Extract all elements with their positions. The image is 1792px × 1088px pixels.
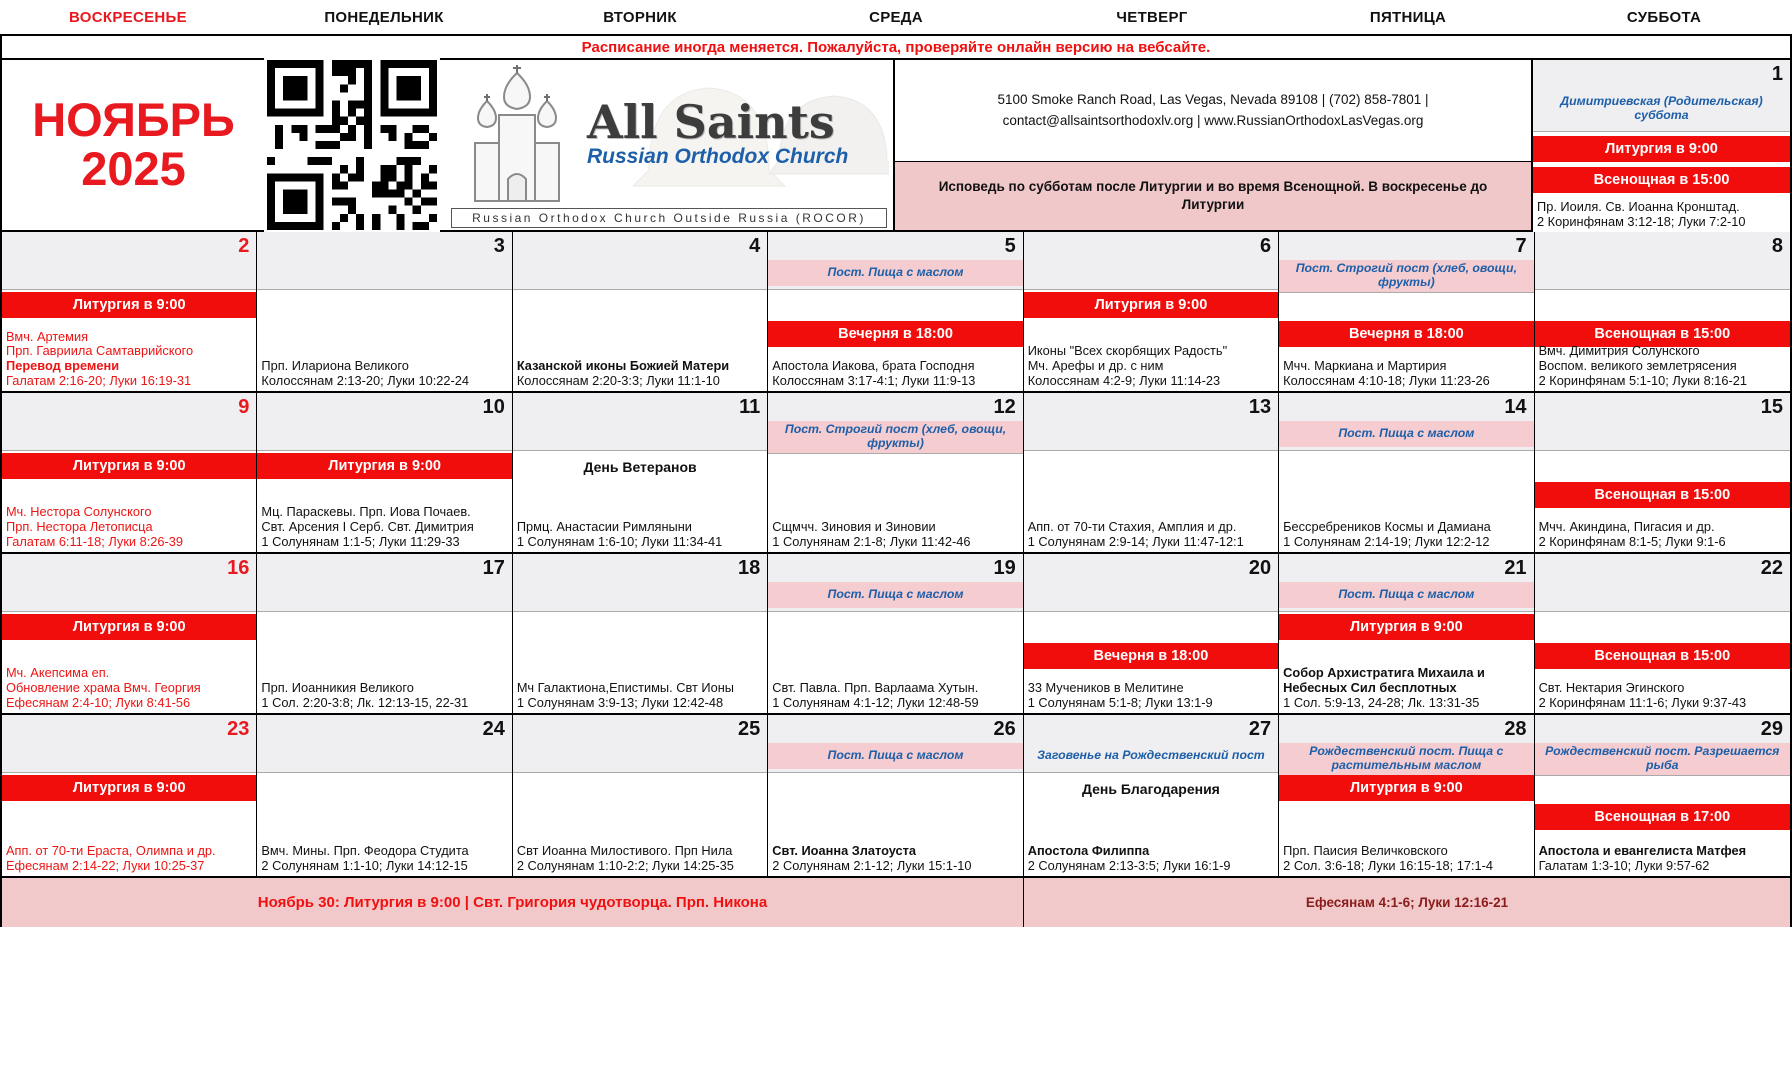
weekday-wednesday: СРЕДА xyxy=(869,8,923,26)
day-cell-12[interactable] xyxy=(768,393,1023,552)
day-cell-top xyxy=(1024,554,1278,612)
day-cell-7[interactable] xyxy=(1279,232,1534,391)
saint-line: 2 Коринфянам 8:1-5; Луки 9:1-6 xyxy=(1538,534,1726,550)
day-number: 2 xyxy=(238,235,250,257)
day-cell-top xyxy=(1024,232,1278,290)
day-cell-22[interactable] xyxy=(1535,554,1790,713)
day-cell-top xyxy=(1279,232,1533,293)
saint-line: Перевод времени xyxy=(6,358,120,374)
saint-line: Мч. Акепсима еп. xyxy=(6,665,110,681)
day-cell-top xyxy=(768,554,1022,612)
day-cell-29[interactable] xyxy=(1535,715,1790,876)
day-cell-23[interactable] xyxy=(2,715,257,876)
day-number: 28 xyxy=(1504,718,1527,740)
saint-line: Свт. Иоанна Златоуста xyxy=(772,843,917,859)
saints-readings xyxy=(1539,344,1788,389)
saint-line: Ефесянам 2:14-22; Луки 10:25-37 xyxy=(6,858,205,874)
weekday-thursday: ЧЕТВЕРГ xyxy=(1116,8,1188,26)
saint-line: 1 Солунянам 4:1-12; Луки 12:48-59 xyxy=(772,695,979,711)
saints-readings xyxy=(1283,520,1531,550)
day-cell-top xyxy=(768,715,1022,773)
day-cell-top xyxy=(768,393,1022,454)
saints-readings xyxy=(1028,681,1276,711)
month-name: НОЯБРЬ xyxy=(32,93,235,147)
day-cell-14[interactable] xyxy=(1279,393,1534,552)
day-number: 13 xyxy=(1248,396,1272,418)
saint-line: Свт Иоанна Милостивого. Прп Нила xyxy=(516,843,733,859)
saint-line: Колоссянам 4:10-18; Луки 11:23-26 xyxy=(1283,373,1490,389)
service-band: Всенощная в 15:00 xyxy=(1535,321,1790,347)
saints-readings xyxy=(1028,844,1276,874)
day-number: 1 xyxy=(1771,63,1783,85)
service-band: Литургия в 9:00 xyxy=(2,614,256,640)
saint-line: Апп. от 70-ти Ераста, Олимпа и др. xyxy=(6,843,216,859)
day-cell-17[interactable] xyxy=(257,554,512,713)
day-cell-top xyxy=(1535,393,1790,451)
saint-line: 1 Солунянам 2:1-8; Луки 11:42-46 xyxy=(772,534,971,550)
day-cell-top xyxy=(768,232,1022,290)
qr-code[interactable] xyxy=(264,57,440,233)
fast-note: Пост. Пища с маслом xyxy=(768,743,1022,769)
saint-line: Бессребреников Космы и Дамиана xyxy=(1283,519,1491,535)
saints-readings xyxy=(6,505,254,550)
saint-line: Обновление храма Вмч. Георгия xyxy=(6,680,201,696)
fast-note: Пост. Пища с маслом xyxy=(768,260,1022,286)
day-cell-top xyxy=(1279,554,1533,612)
saint-line: Колоссянам 4:2-9; Луки 11:14-23 xyxy=(1027,373,1221,389)
saints-readings xyxy=(261,681,509,711)
fast-note: Рождественский пост. Разрешается рыба xyxy=(1535,743,1790,775)
org-subtitle: Russian Orthodox Church xyxy=(587,144,849,168)
service-band: Литургия в 9:00 xyxy=(1279,614,1533,640)
saint-line: 2 Солунянам 1:10-2:2; Луки 14:25-35 xyxy=(516,858,734,874)
saint-line: Мч. Арефы и др. с ним xyxy=(1027,358,1164,374)
saint-line: Сщмчч. Зиновия и Зиновии xyxy=(772,519,936,535)
saints-readings xyxy=(6,666,254,711)
saints-readings xyxy=(1028,344,1276,389)
day-number: 22 xyxy=(1760,557,1783,579)
fast-note: Рождественский пост. Пища с растительным маслом xyxy=(1279,743,1533,775)
fast-note: Пост. Строгий пост (хлеб, овощи, фрукты) xyxy=(768,421,1022,453)
saint-line: Вмч. Артемия xyxy=(6,328,89,344)
saint-line: 1 Солунянам 5:1-8; Луки 13:1-9 xyxy=(1027,695,1213,711)
day-cell-top xyxy=(2,232,256,290)
service-band: Вечерня в 18:00 xyxy=(768,321,1022,347)
service-band: Литургия в 9:00 xyxy=(2,775,256,801)
saint-line: Апостола Филиппа xyxy=(1027,843,1150,859)
church-icon xyxy=(453,65,581,203)
saints-readings xyxy=(1283,844,1531,874)
day-cell-5[interactable] xyxy=(768,232,1023,391)
day-cell-4[interactable] xyxy=(513,232,768,391)
saint-line: Казанской иконы Божией Матери xyxy=(516,358,730,374)
service-band: Литургия в 9:00 xyxy=(2,453,256,479)
saint-line: 2 Коринфянам 11:1-6; Луки 9:37-43 xyxy=(1538,695,1747,711)
day-cell-top xyxy=(1024,393,1278,451)
day-cell-top xyxy=(257,393,511,451)
saints-readings xyxy=(772,844,1020,874)
fast-note: Пост. Пища с маслом xyxy=(1279,421,1533,447)
day-cell-20[interactable] xyxy=(1024,554,1279,713)
day-number: 11 xyxy=(739,396,761,418)
saints-readings xyxy=(1283,666,1531,711)
saint-line: Иконы "Всех скорбящих Радость" xyxy=(1027,343,1228,359)
day-cell-top xyxy=(1535,232,1790,290)
holiday-label: День Ветеранов xyxy=(583,459,697,475)
day-number: 16 xyxy=(227,557,250,579)
fast-note: Пост. Пища с маслом xyxy=(1279,582,1533,608)
month-year: 2025 xyxy=(81,142,186,195)
week-row-4 xyxy=(2,715,1790,876)
weekday-header xyxy=(0,0,1792,34)
day-number: 17 xyxy=(482,557,505,579)
fast-note: Димитриевская (Родительская) суббота xyxy=(1560,94,1763,122)
day-cell-18[interactable] xyxy=(513,554,768,713)
holiday-label: День Благодарения xyxy=(1081,781,1220,797)
saint-line: 2 Солунянам 1:1-10; Луки 14:12-15 xyxy=(261,858,468,874)
saint-line: Галатам 6:11-18; Луки 8:26-39 xyxy=(6,534,184,550)
day-cell-top xyxy=(1279,393,1533,451)
day-cell-top xyxy=(257,232,511,290)
saints-readings xyxy=(261,505,509,550)
day-cell-19[interactable] xyxy=(768,554,1023,713)
confession-note: Исповедь по субботам после Литургии и во время Всенощной. В воскресенье до Литургии xyxy=(895,162,1531,230)
day-cell-top xyxy=(1024,715,1278,773)
day-cell-top xyxy=(513,232,767,290)
saint-line: 1 Сол. 2:20-3:8; Лк. 12:13-15, 22-31 xyxy=(261,695,469,711)
org-tagline: Russian Orthodox Church Outside Russia (ROCOR) xyxy=(451,208,887,228)
fast-note: Пост. Строгий пост (хлеб, овощи, фрукты) xyxy=(1279,260,1533,292)
saint-line: 2 Солунянам 2:13-3:5; Луки 16:1-9 xyxy=(1027,858,1231,874)
day-number: 18 xyxy=(738,557,761,579)
saint-line: Мчч. Маркиана и Мартирия xyxy=(1283,358,1447,374)
fast-note: Заговенье на Рождественский пост xyxy=(1037,748,1265,763)
day-cell-26[interactable] xyxy=(768,715,1023,876)
saints-readings xyxy=(261,844,509,874)
fast-note: Пост. Пища с маслом xyxy=(768,582,1022,608)
day-cell-top xyxy=(1535,715,1790,776)
saint-line: Колоссянам 2:20-3:3; Луки 11:1-10 xyxy=(516,373,720,389)
saint-line: Мц. Параскевы. Прп. Иова Почаев. xyxy=(261,504,471,520)
saint-line: Прп. Илариона Великого xyxy=(261,358,409,374)
day-cell-15[interactable] xyxy=(1535,393,1790,552)
day-cell-top xyxy=(513,715,767,773)
service-band: Всенощная в 15:00 xyxy=(1533,167,1790,193)
saint-line: Вмч. Мины. Прп. Феодора Студита xyxy=(261,843,469,859)
day-cell-top xyxy=(2,393,256,451)
saints-readings xyxy=(1539,681,1788,711)
day-cell-1[interactable] xyxy=(1533,60,1790,232)
saint-line: Прп. Гавриила Самтаврийского xyxy=(6,343,194,359)
qr-block xyxy=(259,60,445,230)
day-cell-top xyxy=(257,715,511,773)
saints-readings xyxy=(772,359,1020,389)
day-cell-24[interactable] xyxy=(257,715,512,876)
saint-line: 1 Сол. 5:9-13, 24-28; Лк. 13:31-35 xyxy=(1283,695,1480,711)
saints-readings xyxy=(1283,359,1531,389)
saint-line: Колоссянам 3:17-4:1; Луки 11:9-13 xyxy=(772,373,976,389)
saint-line: Воспом. великого землетрясения xyxy=(1538,358,1737,374)
saint-line: Колоссянам 2:13-20; Луки 10:22-24 xyxy=(261,373,469,389)
day-number: 3 xyxy=(493,235,505,257)
service-band: Вечерня в 18:00 xyxy=(1279,321,1533,347)
calendar-footer xyxy=(2,876,1790,927)
saint-line: Мч Галактиона,Епистимы. Свт Ионы xyxy=(516,680,734,696)
week-row-1 xyxy=(2,232,1790,393)
saint-line: 2 Коринфянам 5:1-10; Луки 8:16-21 xyxy=(1538,373,1748,389)
day1-container xyxy=(1533,60,1790,230)
service-band: Всенощная в 15:00 xyxy=(1535,482,1790,508)
weeks-grid xyxy=(2,232,1790,876)
day-number: 19 xyxy=(993,557,1016,579)
day-number: 12 xyxy=(993,396,1016,418)
day-number: 9 xyxy=(238,396,250,418)
saint-line: 2 Солунянам 2:1-12; Луки 15:1-10 xyxy=(772,858,972,874)
saint-line: 1 Солунянам 1:1-5; Луки 11:29-33 xyxy=(261,534,460,550)
day-number: 29 xyxy=(1760,718,1783,740)
day-cell-top xyxy=(257,554,511,612)
saint-line: Ефесянам 2:4-10; Луки 8:41-56 xyxy=(6,695,191,711)
day-number: 21 xyxy=(1504,557,1527,579)
day-number: 24 xyxy=(482,718,505,740)
saint-line: Прмц. Анастасии Римляныни xyxy=(516,519,692,535)
day-number: 6 xyxy=(1260,235,1272,257)
day-cell-top xyxy=(1535,554,1790,612)
day-cell-21[interactable] xyxy=(1279,554,1534,713)
saint-line: Пр. Иоиля. Св. Иоанна Кронштад. xyxy=(1537,199,1740,215)
day-cell-top xyxy=(513,554,767,612)
contact-info-block xyxy=(895,60,1533,230)
service-band: Литургия в 9:00 xyxy=(2,292,256,318)
saint-line: 1 Солунянам 2:14-19; Луки 12:2-12 xyxy=(1283,534,1490,550)
day-number: 10 xyxy=(482,396,505,418)
saints-readings xyxy=(772,520,1020,550)
saint-line: Прп. Нестора Летописца xyxy=(6,519,153,535)
day-cell-11[interactable] xyxy=(513,393,768,552)
day-number: 7 xyxy=(1515,235,1527,257)
day-cell-13[interactable] xyxy=(1024,393,1279,552)
day-number: 26 xyxy=(993,718,1016,740)
service-band: Вечерня в 18:00 xyxy=(1024,643,1278,669)
service-band: Литургия в 9:00 xyxy=(1279,775,1533,801)
day-cell-top xyxy=(1279,715,1533,776)
day-cell-top xyxy=(513,393,767,451)
day-cell-8[interactable] xyxy=(1535,232,1790,391)
day-cell-3[interactable] xyxy=(257,232,512,391)
address-block xyxy=(895,60,1531,162)
service-band: Литургия в 9:00 xyxy=(257,453,511,479)
saints-readings xyxy=(772,681,1020,711)
saints-readings xyxy=(1539,844,1788,874)
saint-line: Вмч. Димитрия Солунского xyxy=(1538,343,1700,359)
saints-readings xyxy=(517,359,765,389)
service-band: Всенощная в 17:00 xyxy=(1535,804,1790,830)
service-band: Всенощная в 15:00 xyxy=(1535,643,1790,669)
saints-readings xyxy=(1537,200,1788,230)
day-number: 15 xyxy=(1760,396,1783,418)
service-band: Литургия в 9:00 xyxy=(1024,292,1278,318)
saint-line: Свт. Арсения I Серб. Свт. Димитрия xyxy=(261,519,474,535)
saint-line: Прп. Паисия Величковского xyxy=(1283,843,1448,859)
saints-readings xyxy=(517,520,765,550)
saint-line: 1 Солунянам 2:9-14; Луки 11:47-12:1 xyxy=(1027,534,1244,550)
day-cell-top xyxy=(2,715,256,773)
saint-line: 1 Солунянам 1:6-10; Луки 11:34-41 xyxy=(516,534,723,550)
month-title xyxy=(2,60,259,230)
day-cell-9[interactable] xyxy=(2,393,257,552)
saint-line: Прп. Иоанникия Великого xyxy=(261,680,414,696)
calendar-table xyxy=(0,34,1792,927)
day-cell-27[interactable] xyxy=(1024,715,1279,876)
saint-line: Мчч. Акиндина, Пигасия и др. xyxy=(1538,519,1715,535)
address-line2[interactable]: contact@allsaintsorthodoxlv.org | www.RussianOrthodoxLasVegas.org xyxy=(1002,112,1424,128)
day-number: 20 xyxy=(1248,557,1272,579)
saint-line: Апп. от 70-ти Стахия, Амплия и др. xyxy=(1027,519,1237,535)
saints-readings xyxy=(517,844,765,874)
day-cell-16[interactable] xyxy=(2,554,257,713)
day-number: 25 xyxy=(738,718,761,740)
saint-line: Апостола и евангелиста Матфея xyxy=(1538,843,1747,859)
day-number: 5 xyxy=(1004,235,1016,257)
day-number: 23 xyxy=(227,718,250,740)
saint-line: 1 Солунянам 3:9-13; Луки 12:42-48 xyxy=(516,695,724,711)
day-cell-6[interactable] xyxy=(1024,232,1279,391)
saints-readings xyxy=(6,844,254,874)
weekday-friday: ПЯТНИЦА xyxy=(1369,8,1447,26)
saint-line: Свт. Павла. Прп. Варлаама Хутын. xyxy=(772,680,979,696)
day-cell-2[interactable] xyxy=(2,232,257,391)
day-number: 4 xyxy=(749,235,761,257)
day-cell-top xyxy=(1533,60,1790,132)
saint-line: Собор Архистратига Михаила и xyxy=(1283,665,1485,681)
org-name: All Saints xyxy=(587,94,835,149)
weekday-saturday: СУББОТА xyxy=(1626,8,1702,26)
schedule-change-notice: Расписание иногда меняется. Пожалуйста, проверяйте онлайн версию на вебсайте. xyxy=(2,34,1790,60)
weekday-monday: ПОНЕДЕЛЬНИК xyxy=(324,8,444,26)
service-band: Литургия в 9:00 xyxy=(1533,136,1790,162)
day-cell-10[interactable] xyxy=(257,393,512,552)
week-row-2 xyxy=(2,393,1790,554)
day-number: 27 xyxy=(1248,718,1272,740)
address-line1: 5100 Smoke Ranch Road, Las Vegas, Nevada 89108 | (702) 858-7801 | xyxy=(997,91,1429,107)
weekday-sunday: ВОСКРЕСЕНЬЕ xyxy=(69,8,187,26)
day-number: 14 xyxy=(1504,396,1527,418)
day-cell-28[interactable] xyxy=(1279,715,1534,876)
weekday-tuesday: ВТОРНИК xyxy=(603,8,677,26)
church-logo xyxy=(445,60,895,230)
week-row-3 xyxy=(2,554,1790,715)
calendar-header xyxy=(2,60,1790,232)
saint-line: Мч. Нестора Солунского xyxy=(6,504,152,520)
saints-readings xyxy=(1539,520,1788,550)
day-cell-top xyxy=(2,554,256,612)
saint-line: 2 Сол. 3:6-18; Луки 16:15-18; 17:1-4 xyxy=(1283,858,1494,874)
saints-readings xyxy=(261,359,509,389)
saints-readings xyxy=(517,681,765,711)
footer-nov30-note: Ноябрь 30: Литургия в 9:00 | Свт. Григория чудотворца. Прп. Никона xyxy=(2,878,1024,927)
saints-readings xyxy=(1028,520,1276,550)
day-number: 8 xyxy=(1771,235,1783,257)
saint-line: Галатам 1:3-10; Луки 9:57-62 xyxy=(1538,858,1710,874)
saints-readings xyxy=(6,330,254,389)
saint-line: 33 Мучеников в Мелитине xyxy=(1027,680,1184,696)
saint-line: 2 Коринфянам 3:12-18; Луки 7:2-10 xyxy=(1537,214,1746,230)
saint-line: Свт. Нектария Эгинского xyxy=(1538,680,1685,696)
saint-line: Галатам 2:16-20; Луки 16:19-31 xyxy=(6,373,192,389)
footer-nov30-readings: Ефесянам 4:1-6; Луки 12:16-21 xyxy=(1305,895,1509,910)
day-cell-25[interactable] xyxy=(513,715,768,876)
saint-line: Небесных Сил бесплотных xyxy=(1283,680,1457,696)
saint-line: Апостола Иакова, брата Господня xyxy=(772,358,975,374)
